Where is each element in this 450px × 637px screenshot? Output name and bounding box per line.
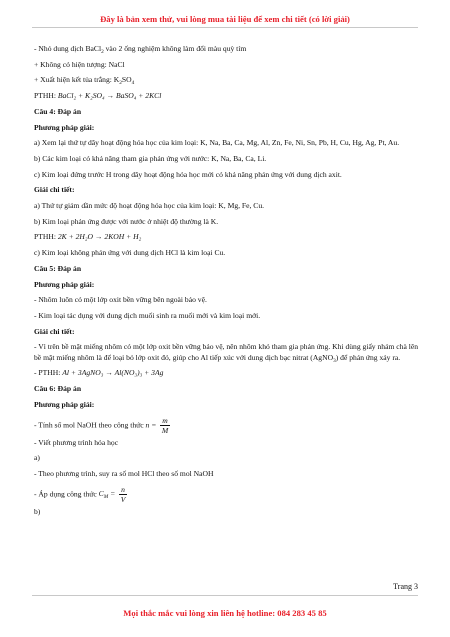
equation: Al + 3AgNO₃ → Al(NO₃)₃ + 3Ag (62, 368, 164, 378)
header-divider (32, 27, 418, 28)
paragraph: - Viết phương trình hóa học (34, 437, 119, 447)
subheading: Phương pháp giải: (34, 122, 95, 132)
fraction: $\frac{m}{M}$ (161, 415, 169, 435)
formula-lhs: $C_M$ = (98, 488, 116, 500)
preview-banner: Đây là bản xem thử, vui lòng mua tài liệu để xem chi tiết (có lời giải) (100, 14, 350, 24)
subheading: Giải chi tiết: (34, 326, 75, 336)
equation: 2K + 2H₂O → 2KOH + H₂ (57, 232, 142, 242)
subheading: Phương pháp giải: (34, 399, 95, 409)
formula-lhs: n = (145, 419, 157, 429)
paragraph: a) Thứ tự giảm dần mức độ hoạt động hóa học của kim loại: K, Mg, Fe, Cu. (34, 201, 265, 211)
text-line: + Xuất hiện kết tủa trắng: $K_2SO_4$ (34, 75, 135, 87)
equation-line: - PTHH: Al + 3AgNO₃ → Al(NO₃)₃ + 3Ag (34, 368, 164, 378)
formula-line: - Áp dụng công thức $C_M$ = $\frac{n}{V}$ (34, 484, 126, 504)
paragraph: c) Kim loại đứng trước H trong dãy hoạt động hóa học mới có khả năng phản ứng với dung dịch axit. (34, 169, 342, 179)
subheading: Phương pháp giải: (34, 279, 95, 289)
document-body (34, 44, 418, 522)
equation-line: PTHH: BaCl₂ + K₂SO₄ → BaSO₄ + 2KCl (34, 91, 162, 101)
formula-line: - Tính số mol NaOH theo công thức n = $\frac{m}{M}$ (34, 415, 169, 435)
equation-line: PTHH: 2K + 2H₂O → 2KOH + H₂ (34, 232, 142, 242)
section-heading: Câu 5: Đáp án (34, 263, 82, 273)
paragraph: b) (34, 506, 41, 516)
paragraph: b) Các kim loại có khả năng tham gia phản ứng với nước: K, Na, Ba, Ca, Li. (34, 153, 267, 163)
equation: BaCl₂ + K₂SO₄ → BaSO₄ + 2KCl (57, 91, 162, 101)
page-number: Trang 3 (393, 582, 418, 591)
paragraph: a) (34, 453, 40, 463)
paragraph: - Theo phương trình, suy ra số mol HCl theo số mol NaOH (34, 468, 214, 478)
paragraph: c) Kim loại không phản ứng với dung dịch HCl là kim loại Cu. (34, 248, 226, 258)
paragraph: b) Kim loại phản ứng được với nước ở nhiệt độ thường là K. (34, 216, 219, 226)
footer-divider (32, 595, 418, 596)
paragraph: a) Xem lại thứ tự dãy hoạt động hóa học của kim loại: K, Na, Ba, Ca, Mg, Al, Zn, Fe, Ni, Sn, Pb, H, Cu, Hg, Ag, Pt, Au. (34, 138, 400, 148)
hotline-banner: Mọi thắc mắc vui lòng xin liên hệ hotline: 084 283 45 85 (123, 608, 327, 618)
subheading: Giải chi tiết: (34, 185, 75, 195)
text-line: + Không có hiện tượng: NaCl (34, 59, 125, 69)
paragraph: - Vì trên bề mặt miếng nhôm có một lớp oxit bền vững bảo vệ, nên nhôm khó tham gia phản ứng. Khi dùng giấy nhám chà lên bề mặt miếng nhôm là để loại bỏ lớp oxit đó, giúp cho Al tiếp xúc với dung dịch bạc nitrat (AgNO$_3$) để phản ứng xảy ra. (34, 342, 418, 364)
section-heading: Câu 6: Đáp án (34, 384, 82, 394)
section-heading: Câu 4: Đáp án (34, 106, 82, 116)
text-line: - Nhỏ dung dịch BaCl$_2$ vào 2 ống nghiệm không làm đổi màu quỳ tím (34, 44, 247, 55)
paragraph: - Nhôm luôn có một lớp oxit bền vững bên ngoài bảo vệ. (34, 295, 207, 305)
fraction: $\frac{n}{V}$ (120, 484, 126, 504)
paragraph: - Kim loại tác dụng với dung dịch muối sinh ra muối mới và kim loại mới. (34, 310, 261, 320)
